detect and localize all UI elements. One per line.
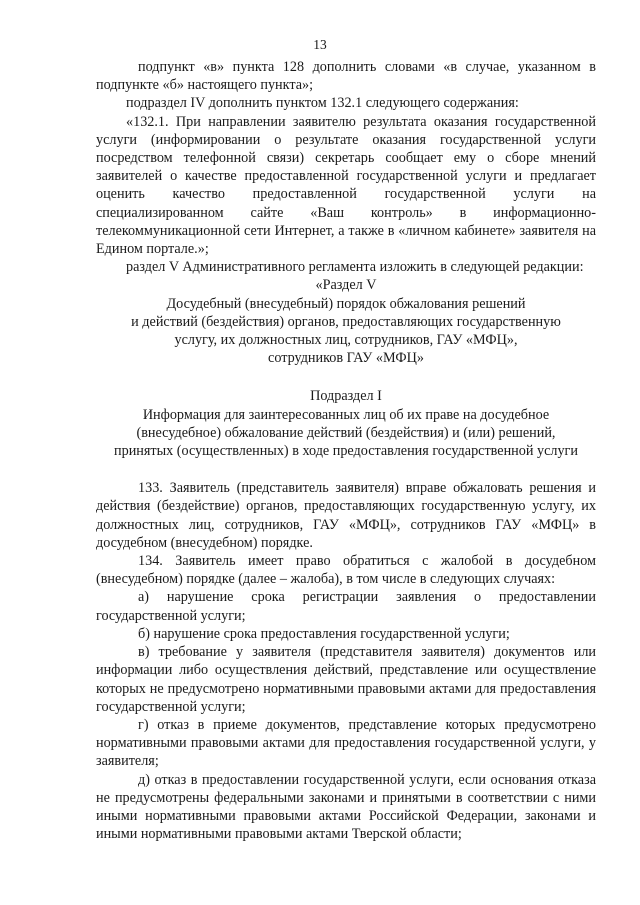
subsection-title-line: принятых (осуществленных) в ходе предоставления государственной услуги (114, 443, 578, 460)
subsection-label: Подраздел I (310, 388, 382, 405)
clause: 134. Заявитель имеет право обратиться с жалобой в досудебном (внесудебном) порядке (далее – жалоба), в том числе в следующих случаях: (96, 553, 596, 588)
subsection-title-line: (внесудебное) обжалование действий (бездействия) и (или) решений, (136, 424, 556, 441)
section-label: «Раздел V (315, 277, 377, 294)
section-title-line: и действий (бездействия) органов, предоставляющих государственную (131, 313, 561, 330)
clause: 133. Заявитель (представитель заявителя) вправе обжаловать решения и действия (бездействие) органов, предоставляющих государственную услугу, их должностных лиц, сотрудников, ГАУ «МФЦ», сотрудников ГАУ «МФЦ» в досудебном (внесудебном) порядке. (96, 480, 596, 551)
subsection-title-line: Информация для заинтересованных лиц об их праве на досудебное (142, 406, 550, 423)
paragraph: подраздел IV дополнить пунктом 132.1 следующего содержания: (126, 95, 519, 112)
document-body (96, 58, 596, 843)
section-title-line: Досудебный (внесудебный) порядок обжалования решений (166, 295, 526, 312)
list-item: д) отказ в предоставлении государственной услуги, если основания отказа не предусмотрены федеральными законами и принятыми в соответствии с ними иными нормативными правовыми актами Российской Федерации, законами и иными нормативными правовыми актами Тверской области; (96, 771, 596, 843)
paragraph: раздел V Административного регламента изложить в следующей редакции: (126, 259, 584, 276)
list-item: б) нарушение срока предоставления государственной услуги; (138, 625, 510, 642)
paragraph: подпункт «в» пункта 128 дополнить словами «в случае, указанном в подпункте «б» настоящего пункта»; (96, 59, 596, 94)
list-item: а) нарушение срока регистрации заявления о предоставлении государственной услуги; (96, 589, 596, 624)
paragraph: «132.1. При направлении заявителю результата оказания государственной услуги (информировании о результате оказания государственной услуги посредством телефонной связи) секретарь сообщает ему о сборе мнений заявителей о качестве предоставленной государственной услуги и предлагает оценить качество предоставленной государственной услуги на специализированном сайте «Ваш контроль» в информационно-телекоммуникационной сети Интернет, а также в «личном кабинете» заявителя на Едином портале.»; (96, 113, 596, 258)
list-item: в) требование у заявителя (представителя заявителя) документов или информации либо осуществления действий, представление или осуществление которых не предусмотрено нормативными правовыми актами для предоставления государственной услуги; (96, 644, 596, 715)
list-item: г) отказ в приеме документов, представление которых предусмотрено нормативными правовыми актами для предоставления государственной услуги, у заявителя; (96, 716, 596, 770)
section-title-line: сотрудников ГАУ «МФЦ» (268, 350, 424, 367)
section-title-line: услугу, их должностных лиц, сотрудников, ГАУ «МФЦ», (174, 332, 518, 349)
page-number: 13 (313, 37, 327, 52)
